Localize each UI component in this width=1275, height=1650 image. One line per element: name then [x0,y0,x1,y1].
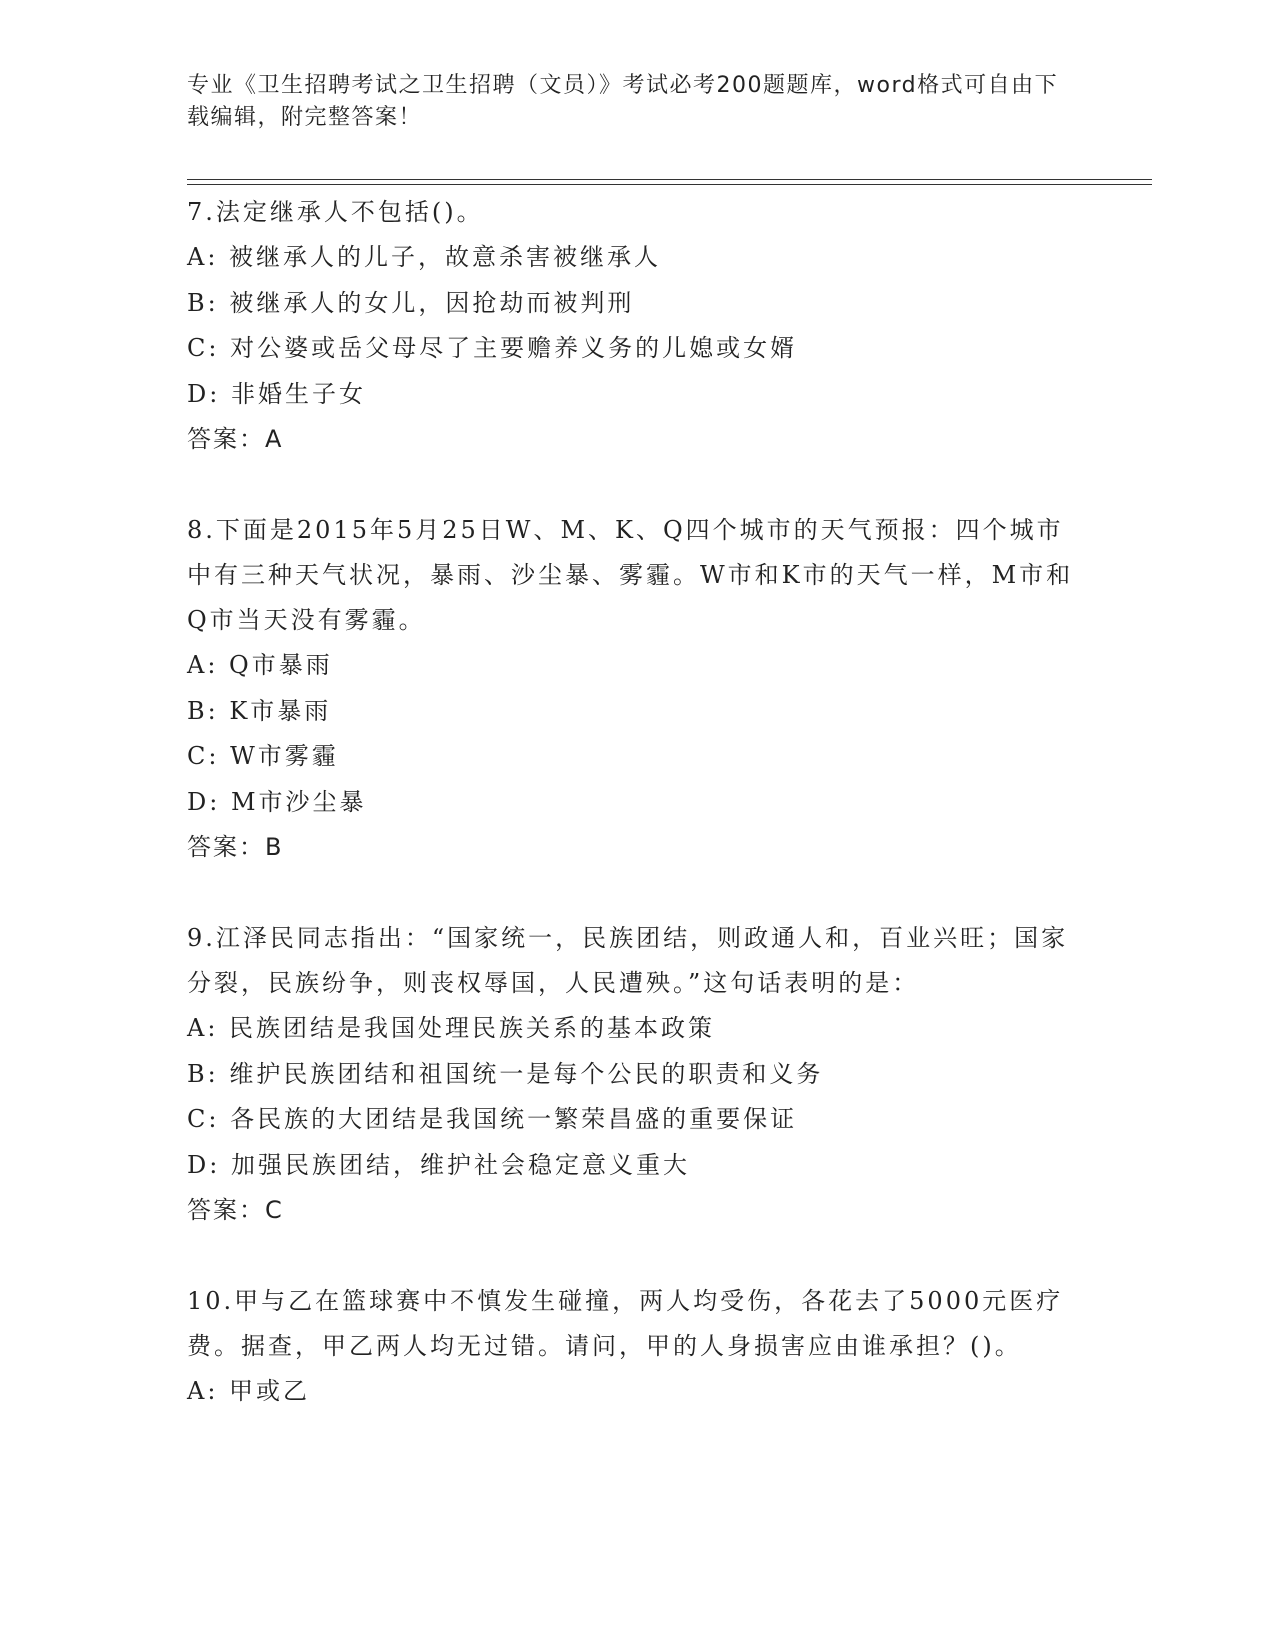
question-stem: 9.江泽民同志指出：“国家统一，民族团结，则政通人和，百业兴旺；国家分裂，民族纷争，则丧权辱国，人民遭殃。”这句话表明的是： [187,924,1069,997]
option-b: B: 被继承人的女儿，因抢劫而被判刑 [187,288,635,317]
question-stem: 8.下面是2015年5月25日W、M、K、Q四个城市的天气预报：四个城市中有三种天气状况，暴雨、沙尘暴、雾霾。W市和K市的天气一样，M市和Q市当天没有雾霾。 [187,516,1074,634]
option-c: C: 对公婆或岳父母尽了主要赡养义务的儿媳或女婿 [187,334,798,362]
question-list [187,190,1087,1415]
header-rule-bottom [187,184,1152,185]
header-rule-top [187,179,1152,180]
option-b: B: K市暴雨 [187,696,332,725]
option-d: D: M市沙尘暴 [187,787,367,816]
option-a: A: 民族团结是我国处理民族关系的基本政策 [187,1014,716,1042]
question-9 [187,916,1087,1233]
document-header: 专业《卫生招聘考试之卫生招聘（文员）》考试必考200题题库，word格式可自由下载编辑，附完整答案！ [187,73,1059,130]
question-stem: 7.法定继承人不包括()。 [187,198,484,226]
question-7 [187,190,1087,462]
question-stem: 10.甲与乙在篮球赛中不慎发生碰撞，两人均受伤，各花去了5000元医疗费。据查，甲乙两人均无过错。请问，甲的人身损害应由谁承担？()。 [187,1287,1064,1360]
option-d: D: 加强民族团结，维护社会稳定意义重大 [187,1150,690,1179]
option-c: C: W市雾霾 [187,742,339,770]
option-b: B: 维护民族团结和祖国统一是每个公民的职责和义务 [187,1059,824,1088]
answer-line: 答案：C [187,1196,284,1224]
option-d: D: 非婚生子女 [187,379,366,408]
option-a: A: Q市暴雨 [187,651,333,679]
answer-line: 答案：A [187,425,284,453]
option-c: C: 各民族的大团结是我国统一繁荣昌盛的重要保证 [187,1105,798,1133]
option-a: A: 被继承人的儿子，故意杀害被继承人 [187,243,662,271]
option-a: A: 甲或乙 [187,1377,311,1405]
question-8 [187,508,1087,870]
question-10 [187,1279,1087,1415]
answer-line: 答案：B [187,833,284,861]
